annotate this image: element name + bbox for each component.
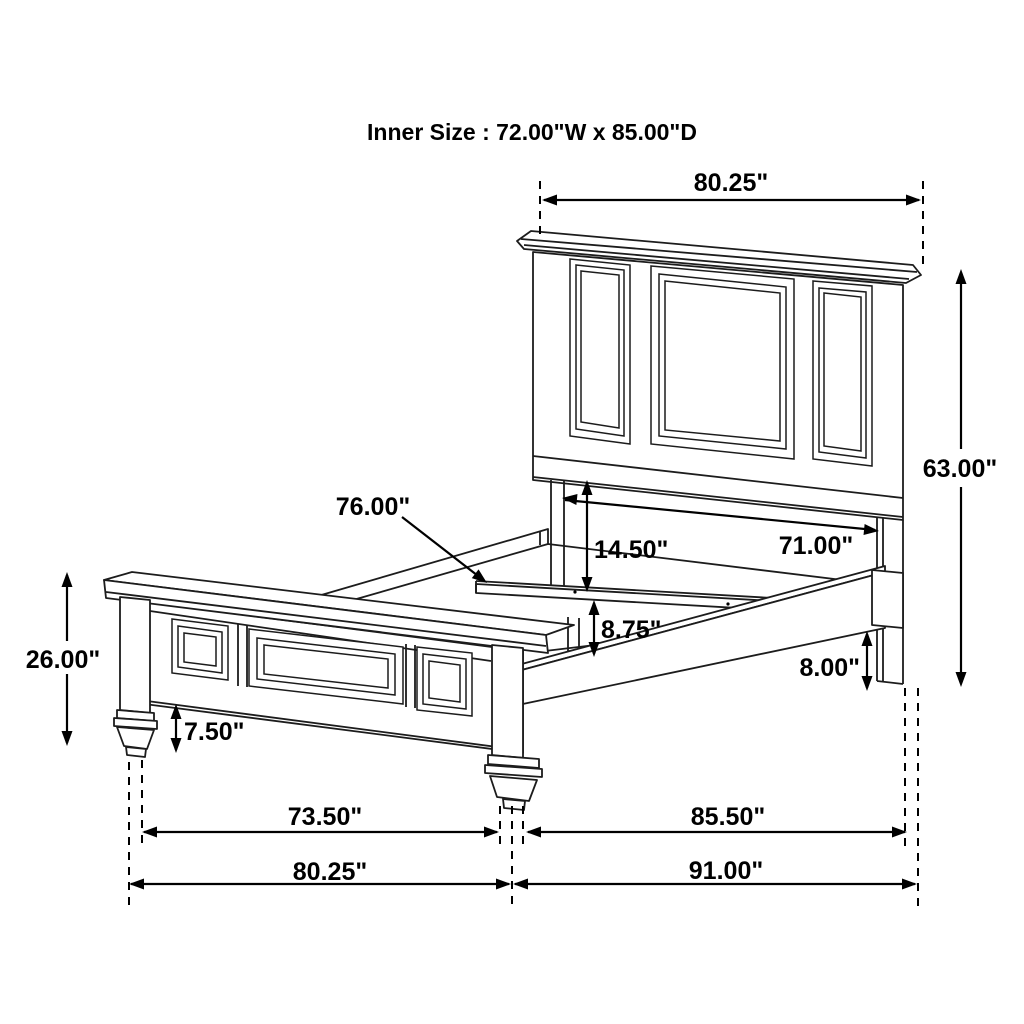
footboard-left-foot xyxy=(114,710,157,757)
dim-footboard-width-bottom xyxy=(129,858,511,890)
dim-label-footboard-width-bottom: 80.25" xyxy=(292,858,368,886)
dim-label-headboard-width-top: 80.25" xyxy=(693,169,769,197)
dim-label-headboard-height: 63.00" xyxy=(922,455,998,483)
footboard-right-foot xyxy=(485,755,542,810)
footboard-left-leg xyxy=(120,597,150,713)
dim-panel-to-rail xyxy=(582,480,669,592)
dim-label-rail-floor-clearance: 8.00" xyxy=(799,654,860,682)
headboard-left-leg xyxy=(551,480,564,586)
dim-overall-depth xyxy=(513,857,917,890)
footboard xyxy=(104,572,574,810)
dim-label-headboard-inner-width: 71.00" xyxy=(778,532,854,560)
dim-label-panel-to-rail: 14.50" xyxy=(594,536,669,564)
dim-headboard-height xyxy=(923,269,997,687)
dim-side-rail-length xyxy=(526,803,907,838)
dim-label-overall-depth: 91.00" xyxy=(688,857,764,885)
footboard-right-leg xyxy=(492,645,523,758)
dim-footboard-height xyxy=(26,572,100,746)
dim-label-footboard-height: 26.00" xyxy=(25,646,101,674)
dim-headboard-width-top xyxy=(542,169,921,206)
diagram-title: Inner Size : 72.00"W x 85.00"D xyxy=(367,119,697,145)
dim-label-center-rail-height: 8.75" xyxy=(601,616,662,644)
dim-label-footboard-leg-height: 7.50" xyxy=(184,718,245,746)
dim-label-footboard-inner-width: 73.50" xyxy=(287,803,363,831)
dim-footboard-inner-width xyxy=(142,803,499,838)
dim-label-side-rail-length: 85.50" xyxy=(690,803,766,831)
dim-label-center-rail-length: 76.00" xyxy=(335,493,411,521)
